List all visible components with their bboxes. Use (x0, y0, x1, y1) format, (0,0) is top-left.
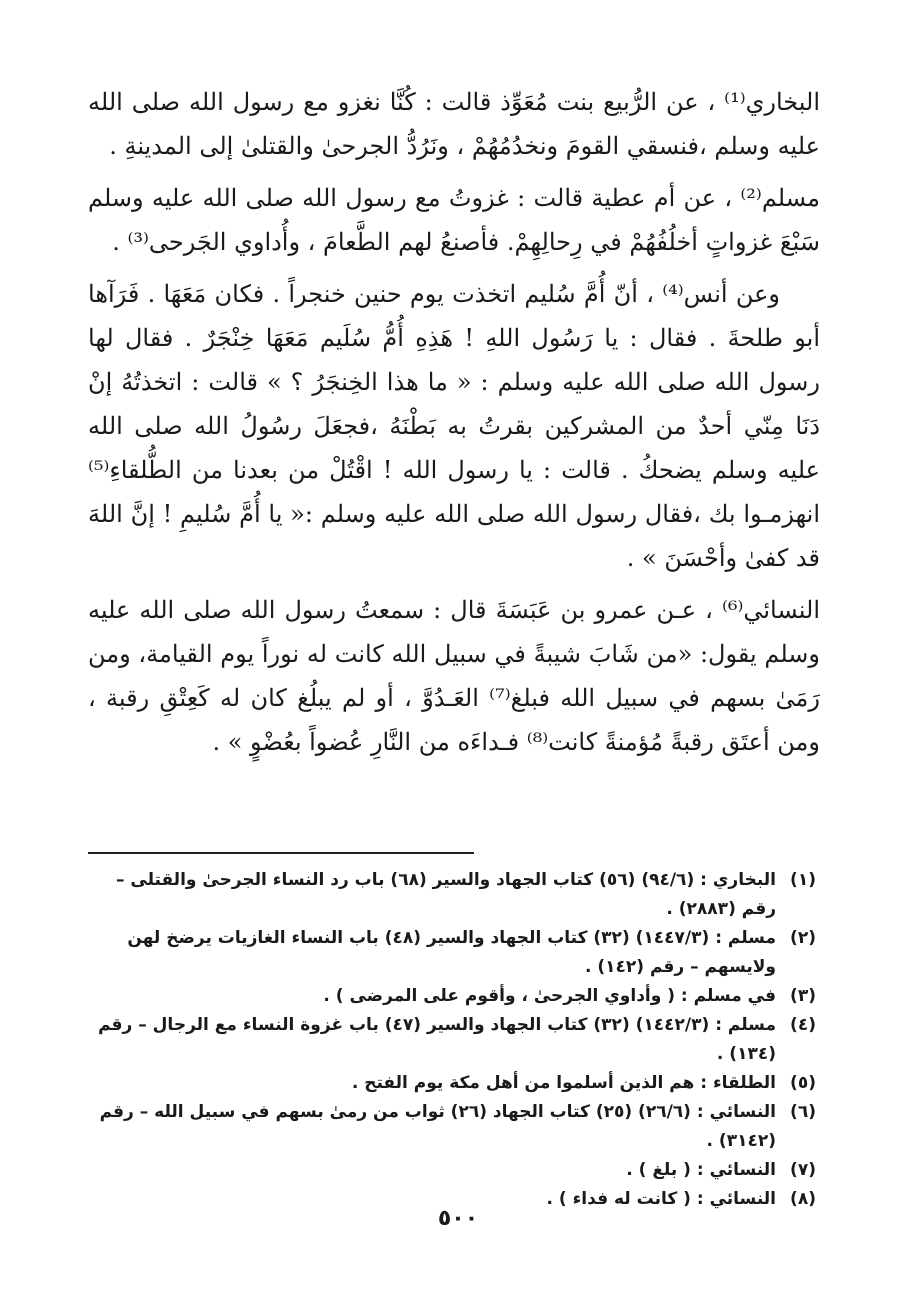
paragraph-bukhari: البخاري⁽¹⁾ ، عن الرُّبيع بنت مُعَوِّذ قالت : كُنَّا نغزو مع رسول الله صلى الله عليه وسلم ،فنسقي القومَ ونخدُمُهُمْ ، ونَرُدُّ الجرحىٰ والقتلىٰ إلى المدينةِ . (88, 88, 820, 160)
footnote-number: (٧) (790, 1160, 816, 1180)
page-number: ٥٠٠ (437, 1206, 479, 1231)
main-text (88, 80, 820, 772)
footnote-number: (٦) (790, 1102, 816, 1122)
footnote-item (88, 1011, 816, 1069)
paragraph-muslim: مسلم⁽²⁾ ، عن أم عطية قالت : غزوتُ مع رسول الله صلى الله عليه وسلم سَبْعَ غزواتٍ أخلُفُهُمْ في رِحالِهِمْ. فأصنعُ لهم الطَّعامَ ، وأُداوي الجَرحى⁽³⁾ . (88, 184, 820, 256)
footnote-item (88, 1069, 816, 1098)
footnote-text: النسائي : ( كانت له فداء ) . (546, 1189, 776, 1209)
footnote-number: (٣) (790, 986, 816, 1006)
paragraph-nasai: النسائي⁽⁶⁾ ، عـن عمرو بن عَبَسَةَ قال : سمعتُ رسول الله صلى الله عليه وسلم يقول: «من شَابَ شيبةً في سبيل الله كانت له نوراً يوم القيامة، ومن رَمَىٰ بسهم في سبيل الله فبلغ⁽⁷⁾ العَـدُوَّ ، أو لم يبلُغ كان له كَعِتْقِ رقبة ، ومن أعتَق رقبةً مُؤمنةً كانت⁽⁸⁾ فـداءَه من النَّارِ عُضواً بعُضْوٍ » . (88, 596, 820, 756)
footnote-divider (88, 852, 474, 854)
footnote-text: في مسلم : ( وأداوي الجرحىٰ ، وأقوم على المرضى ) . (323, 986, 776, 1006)
footnote-item (88, 924, 816, 982)
footnote-number: (٢) (790, 928, 816, 948)
footnote-text: مسلم : (١٤٤٢/٣) (٣٢) كتاب الجهاد والسير (٤٧) باب غزوة النساء مع الرجال – رقم (١٣٤) . (98, 1015, 776, 1064)
paragraph-anas: وعن أنس⁽⁴⁾ ، أنّ أُمَّ سُليم اتخذت يوم حنين خنجراً . فكان مَعَهَا . فَرَآها أبو طلحةَ . فقال : يا رَسُول اللهِ ! هَذِهِ أُمُّ سُلَيم مَعَهَا خِنْجَرٌ . فقال لها رسول الله صلى الله عليه وسلم : « ما هذا الخِنجَرُ ؟ » قالت : اتخذتُهُ إنْ دَنَا مِنّي أحدٌ من المشركين بقرتُ به بَطْنَهُ ،فجعَلَ رسُولُ الله صلى الله عليه وسلم يضحكُ . قالت : يا رسول الله ! اقْتُلْ من بعدنا من الطُّلقاءِ⁽⁵⁾ انهزمـوا بك ،فقال رسول الله صلى الله عليه وسلم :« يا أُمَّ سُليمِ ! إنَّ اللهَ قد كفىٰ وأحْسَنَ » . (88, 280, 820, 572)
footnote-item (88, 1098, 816, 1156)
footnote-text: البخاري : (٩٤/٦) (٥٦) كتاب الجهاد والسير (٦٨) باب رد النساء الجرحىٰ والقتلى – رقم (٢٨٨٣) . (115, 870, 776, 919)
footnote-item (88, 982, 816, 1011)
footnote-text: مسلم : (١٤٤٧/٣) (٣٢) كتاب الجهاد والسير (٤٨) باب النساء الغازيات يرضخ لهن ولايسهم – رقم (١٤٢) . (127, 928, 776, 977)
footnote-text: النسائي : ( بلغ ) . (626, 1160, 776, 1180)
footnote-number: (١) (790, 870, 816, 890)
footnote-item (88, 1156, 816, 1185)
footnote-text: الطلقاء : هم الذين أسلموا من أهل مكة يوم الفتح . (351, 1073, 776, 1093)
footnote-number: (٤) (790, 1015, 816, 1035)
footnotes (88, 866, 816, 1214)
footnote-text: النسائي : (٢٦/٦) (٢٥) كتاب الجهاد (٢٦) ثواب من رمىٰ بسهم في سبيل الله – رقم (٣١٤٢) . (99, 1102, 776, 1151)
footnote-item (88, 866, 816, 924)
footnote-number: (٨) (790, 1189, 816, 1209)
footnote-number: (٥) (790, 1073, 816, 1093)
